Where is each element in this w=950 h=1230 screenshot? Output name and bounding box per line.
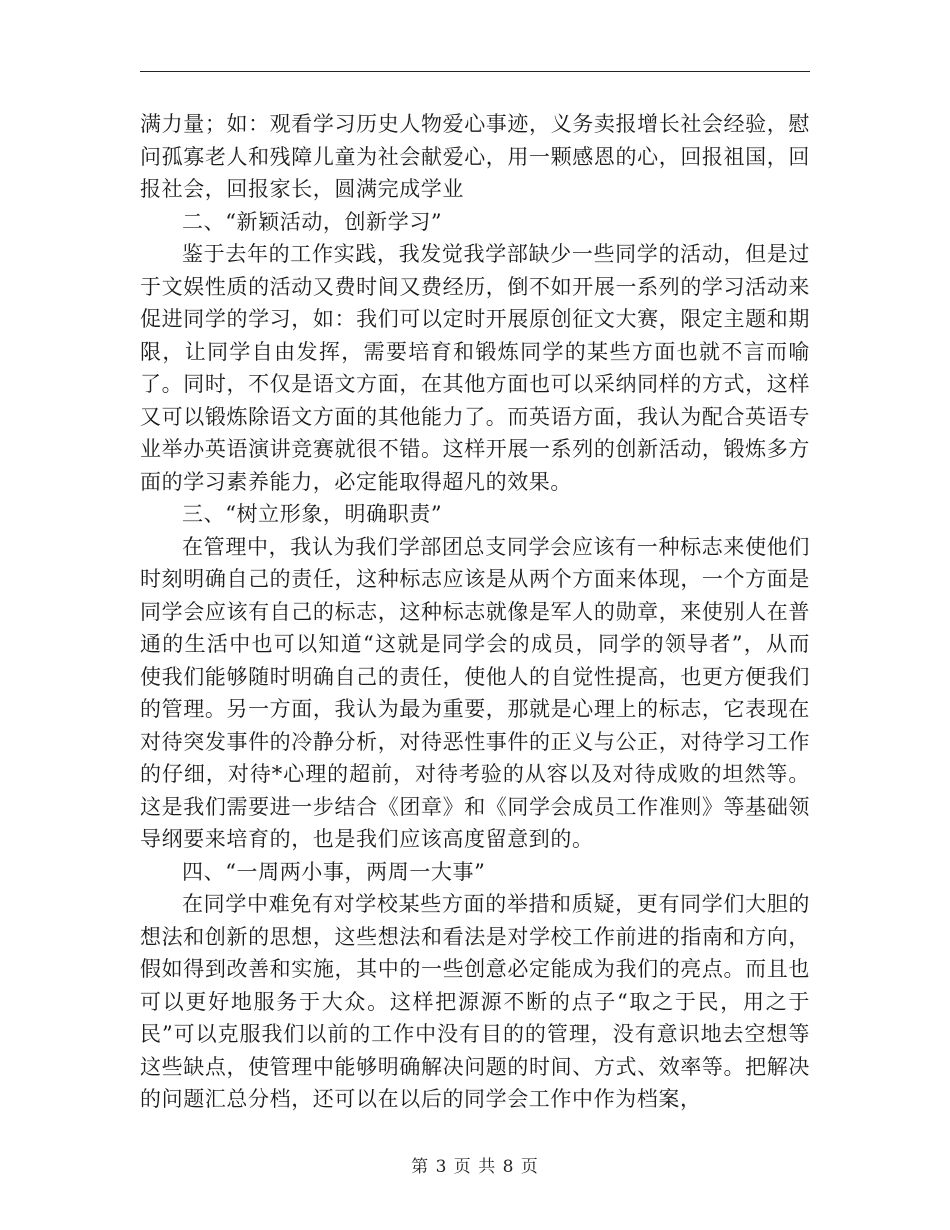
paragraph-continued: 满力量；如：观看学习历史人物爱心事迹，义务卖报增长社会经验，慰问孤寡老人和残障儿童为社会献爱心，用一颗感恩的心，回报祖国，回报社会，回报家长，圆满完成学业 xyxy=(140,112,810,201)
section-heading-2: 二、“新颖活动，创新学习” xyxy=(182,209,443,234)
section-heading-3: 三、“树立形象，明确职责” xyxy=(182,502,443,526)
paragraph-section-3: 在管理中，我认为我们学部团总支同学会应该有一种标志来使他们时刻明确自己的责任，这种标志应该是从两个方面来体现，一个方面是同学会应该有自己的标志，这种标志就像是军人的勋章，来使别人在普通的生活中也可以知道“这就是同学会的成员，同学的领导者”，从而使我们能够随时明确自己的责任，使他人的自觉性提高，也更方便我们的管理。另一方面，我认为最为重要，那就是心理上的标志，它表现在对待突发事件的冷静分析，对待恶性事件的正义与公正，对待学习工作的仔细，对待*心理的超前，对待考验的从容以及对待成败的坦然等。这是我们需要进一步结合《团章》和《同学会成员工作准则》等基础领导纲要来培育的，也是我们应该高度留意到的。 xyxy=(140,534,810,851)
section-heading-4: 四、“一周两小事，两周一大事” xyxy=(182,859,486,884)
paragraph-section-4: 在同学中难免有对学校某些方面的举措和质疑，更有同学们大胆的想法和创新的思想，这些想法和看法是对学校工作前进的指南和方向，假如得到改善和实施，其中的一些创意必定能成为我们的亮点。而且也可以更好地服务于大众。这样把源源不断的点子“取之于民，用之于民”可以克服我们以前的工作中没有目的的管理，没有意识地去空想等这些缺点，使管理中能够明确解决问题的时间、方式、效率等。把解决的问题汇总分档，还可以在以后的同学会工作中作为档案， xyxy=(140,892,810,1111)
page-number-footer: 第 3 页 共 8 页 xyxy=(411,1157,539,1177)
header-rule xyxy=(140,71,810,72)
paragraph-section-2: 鉴于去年的工作实践，我发觉我学部缺少一些同学的活动，但是过于文娱性质的活动又费时间又费经历，倒不如开展一系列的学习活动来促进同学的学习，如：我们可以定时开展原创征文大赛，限定主题和期限，让同学自由发挥，需要培育和锻炼同学的某些方面也就不言而喻了。同时，不仅是语文方面，在其他方面也可以采纳同样的方式，这样又可以锻炼除语文方面的其他能力了。而英语方面，我认为配合英语专业举办英语演讲竞赛就很不错。这样开展一系列的创新活动，锻炼多方面的学习素养能力，必定能取得超凡的效果。 xyxy=(140,242,810,494)
document-body xyxy=(140,108,810,1116)
